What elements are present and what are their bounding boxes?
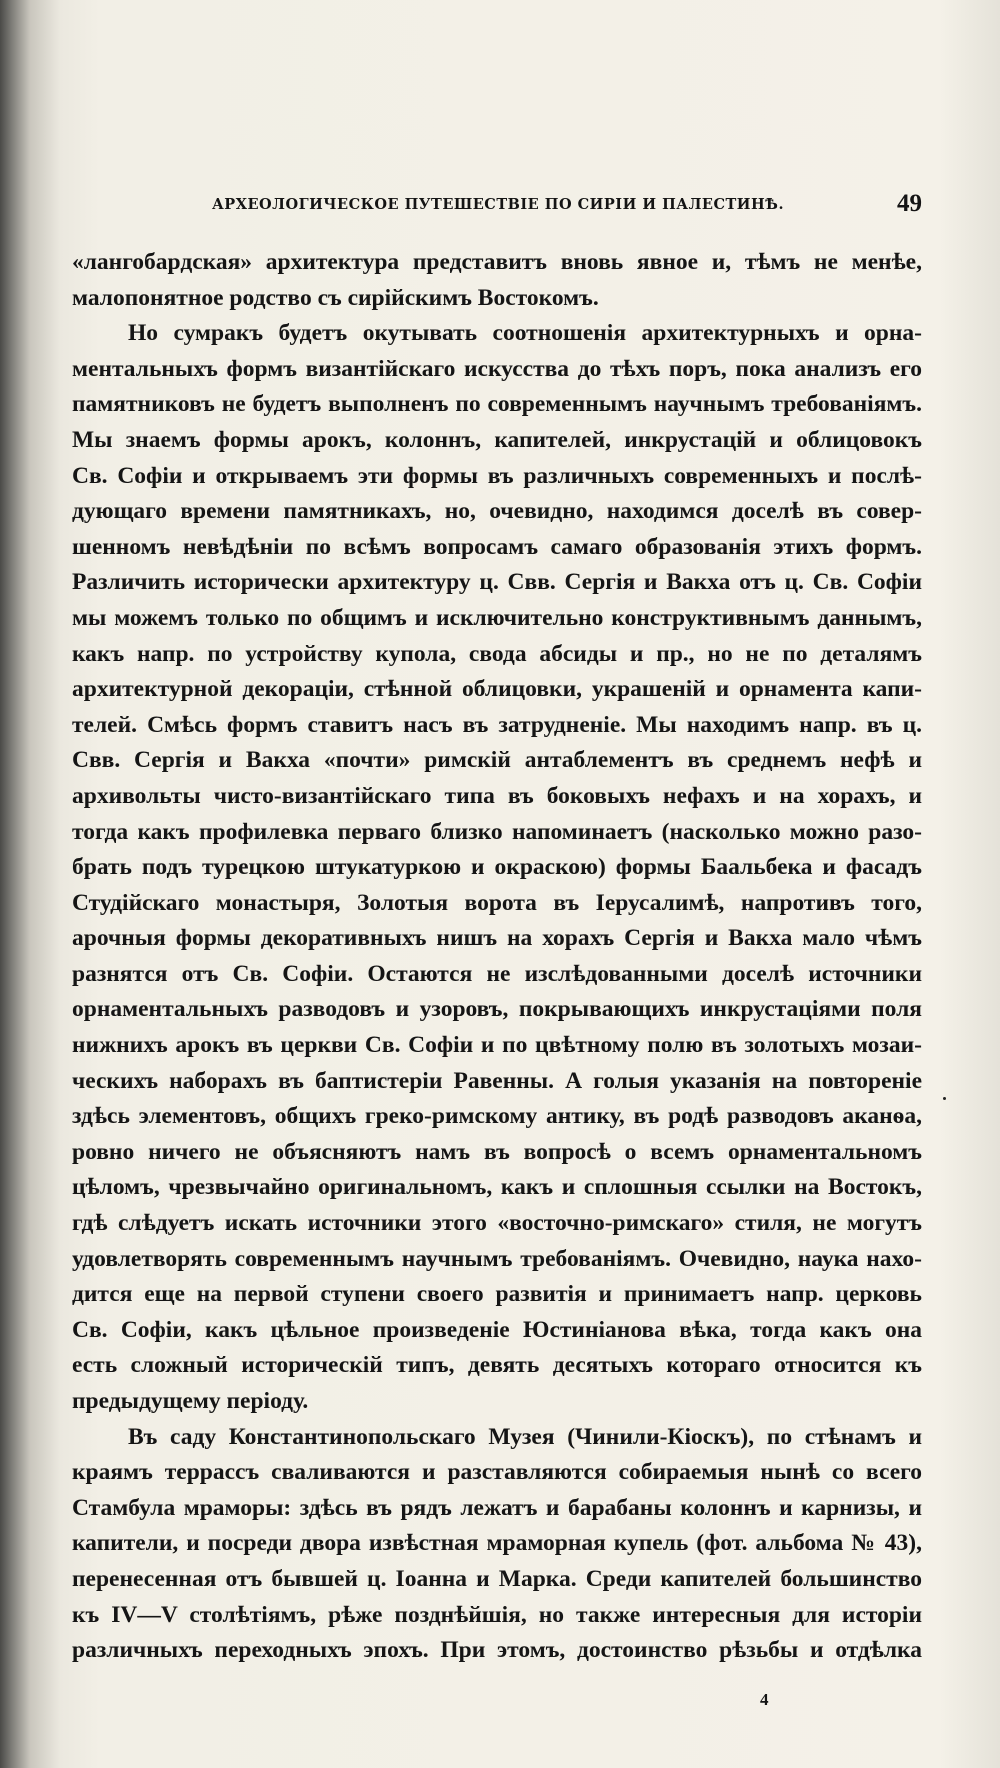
text-line: брать подъ турецкою штукатуркою и окраскою) формы Баальбека и фасадъ [72, 854, 922, 881]
text-line: капители, и посреди двора извѣстная мраморная купель (фот. альбома № 43), [72, 1530, 922, 1557]
text-line: тогда какъ профилевка перваго близко напоминаетъ (насколько можно разо- [72, 818, 922, 845]
text-line: удовлетворять современнымъ научнымъ требованіямъ. Очевидно, наука нахо- [72, 1245, 922, 1272]
text-line: Въ саду Константинопольскаго Музея (Чинили-Кіоскъ), по стѣнамъ и [128, 1423, 922, 1450]
text-line: ровно ничего не объясняютъ намъ въ вопросѣ о всемъ орнаментальномъ [72, 1138, 922, 1165]
running-header [72, 190, 932, 230]
text-line: Различить исторически архитектуру ц. Свв. Сергія и Вакха отъ ц. Св. Софіи [72, 569, 922, 596]
text-line: Студійскаго монастыря, Золотыя ворота въ Іерусалимѣ, напротивъ того, [72, 889, 922, 916]
text-line: шенномъ невѣдѣніи по всѣмъ вопросамъ самаго образованія этихъ формъ. [72, 533, 922, 560]
text-line: арочныя формы декоративныхъ нишъ на хорахъ Сергія и Вакха мало чѣмъ [72, 925, 922, 952]
text-line: какъ напр. по устройству купола, свода абсиды и пр., но не по деталямъ [72, 640, 922, 667]
text-line: предыдущему періоду. [72, 1388, 309, 1414]
text-line: дится еще на первой ступени своего развитія и принимаетъ напр. церковь [72, 1281, 922, 1308]
text-line: памятниковъ не будетъ выполненъ по современнымъ научнымъ требованіямъ. [72, 391, 922, 418]
text-line: ментальныхъ формъ византійскаго искусства до тѣхъ поръ, пока анализъ его [72, 355, 922, 382]
text-line: архивольты чисто-византійскаго типа въ боковыхъ нефахъ и на хорахъ, и [72, 782, 922, 809]
page-edge-shading [940, 0, 1000, 1768]
text-line: Мы знаемъ формы арокъ, колоннъ, капителей, инкрустацій и облицовокъ [72, 426, 922, 453]
text-line: мы можемъ только по общимъ и исключительно конструктивнымъ даннымъ, [72, 604, 922, 631]
text-line: архитектурной декораціи, стѣнной облицовки, украшеній и орнамента капи- [72, 676, 922, 703]
text-line: Но сумракъ будетъ окутывать соотношенія архитектурныхъ и орна- [128, 320, 922, 347]
text-line: орнаментальныхъ разводовъ и узоровъ, покрывающихъ инкрустаціями поля [72, 996, 922, 1023]
text-line: краямъ террассъ сваливаются и разставляются собираемыя нынѣ со всего [72, 1459, 922, 1486]
text-line: малопонятное родство съ сирійскимъ Востокомъ. [72, 284, 599, 311]
text-line: разнятся отъ Св. Софіи. Остаются не изслѣдованными доселѣ источники [72, 960, 922, 987]
text-line: нижнихъ арокъ въ церкви Св. Софіи и по цвѣтному полю въ золотыхъ мозаи- [72, 1032, 922, 1059]
text-line: къ IV—V столѣтіямъ, рѣже позднѣйшія, но также интересныя для исторіи [72, 1601, 922, 1628]
text-line: дующаго времени памятникахъ, но, очевидно, находимся доселѣ въ совер- [72, 498, 922, 525]
body-text [72, 245, 922, 1669]
text-line: различныхъ переходныхъ эпохъ. При этомъ, достоинство рѣзьбы и отдѣлка [72, 1637, 922, 1664]
text-line: Свв. Сергія и Вакха «почти» римскій антаблементъ въ среднемъ нефѣ и [72, 747, 922, 774]
text-line: здѣсь элементовъ, общихъ греко-римскому антику, въ родѣ разводовъ аканѳа, [72, 1103, 922, 1130]
ink-speck [943, 1097, 946, 1100]
running-title: АРХЕОЛОГИЧЕСКОЕ ПУТЕШЕСТВІЕ ПО СИРІИ И ПАЛЕСТИНѢ. [212, 196, 784, 213]
text-line: Св. Софіи и открываемъ эти формы въ различныхъ современныхъ и послѣ- [72, 462, 922, 489]
text-line: гдѣ слѣдуетъ искать источники этого «восточно-римскаго» стиля, не могутъ [72, 1210, 922, 1237]
page-number: 49 [897, 190, 922, 217]
text-line: Св. Софіи, какъ цѣльное произведеніе Юстиніанова вѣка, тогда какъ она [72, 1316, 922, 1343]
text-line: перенесенная отъ бывшей ц. Іоанна и Марка. Среди капителей большинство [72, 1565, 922, 1592]
signature-mark: 4 [760, 1690, 769, 1709]
text-line: ческихъ наборахъ въ баптистеріи Равенны. А голыя указанія на повтореніе [72, 1067, 922, 1094]
text-line: Стамбула мраморы: здѣсь въ рядъ лежатъ и барабаны колоннъ и карнизы, и [72, 1494, 922, 1521]
text-line: цѣломъ, чрезвычайно оригинальномъ, какъ и сплошныя ссылки на Востокъ, [72, 1174, 922, 1201]
text-line: телей. Смѣсь формъ ставитъ насъ въ затрудненіе. Мы находимъ напр. въ ц. [72, 711, 922, 738]
text-line: есть сложный историческій типъ, девять десятыхъ котораго относится къ [72, 1352, 922, 1379]
text-line: «лангобардская» архитектура представитъ вновь явное и, тѣмъ не менѣе, [72, 249, 922, 275]
